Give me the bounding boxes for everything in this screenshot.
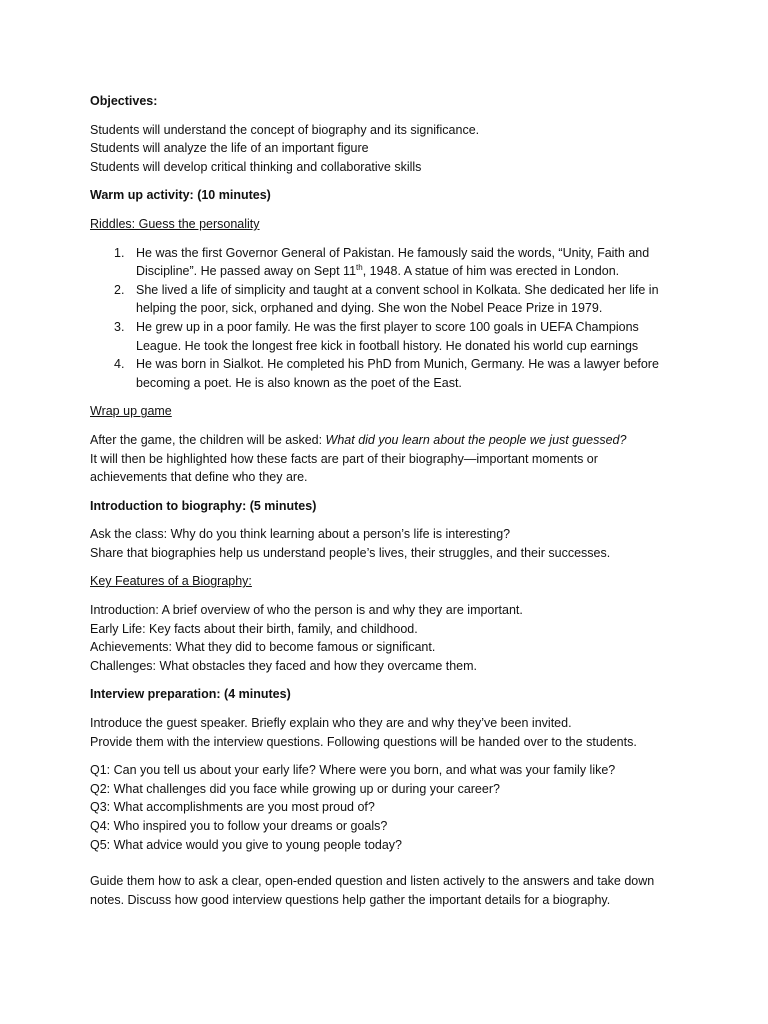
riddle-line xyxy=(136,262,680,281)
riddles-list xyxy=(90,244,680,393)
riddle-line: League. He took the longest free kick in football history. He donated his world cup earnings xyxy=(136,338,639,353)
riddle-text: , 1948. A statue of him was erected in London. xyxy=(362,264,620,279)
question-item: Q2: What challenges did you face while growing up or during your career? xyxy=(90,781,500,796)
riddle-number: 3. xyxy=(114,319,125,334)
riddle-text: Discipline”. He passed away on Sept 11 xyxy=(136,264,357,279)
riddle-line: becoming a poet. He is also known as the poet of the East. xyxy=(136,375,462,390)
interview-intro xyxy=(90,714,680,751)
wrapup-line: achievements that define who they are. xyxy=(90,470,308,485)
feature-item: Achievements: What they did to become famous or significant. xyxy=(90,640,436,655)
warmup-heading: Warm up activity: (10 minutes) xyxy=(90,188,271,203)
objectives-list xyxy=(90,121,680,177)
interview-questions xyxy=(90,761,680,854)
lesson-plan-body xyxy=(90,92,680,909)
riddle-item xyxy=(90,355,680,392)
guide-line: Guide them how to ask a clear, open-ended question and listen actively to the answers and take down xyxy=(90,874,655,889)
question-item: Q3: What accomplishments are you most proud of? xyxy=(90,800,375,815)
wrapup-question: What did you learn about the people we just guessed? xyxy=(325,432,627,447)
riddle-line: He grew up in a poor family. He was the first player to score 100 goals in UEFA Champions xyxy=(136,319,639,334)
question-item: Q4: Who inspired you to follow your dreams or goals? xyxy=(90,819,388,833)
feature-item: Early Life: Key facts about their birth, family, and childhood. xyxy=(90,621,418,636)
interview-guide xyxy=(90,872,680,909)
question-item: Q1: Can you tell us about your early life? Where were you born, and what was your family like? xyxy=(90,763,616,778)
superscript: th xyxy=(356,263,363,272)
riddle-line: He was the first Governor General of Pakistan. He famously said the words, “Unity, Faith and xyxy=(136,245,650,260)
intro-text xyxy=(90,525,680,562)
objective-item: Students will develop critical thinking and collaborative skills xyxy=(90,159,422,174)
riddle-line: She lived a life of simplicity and taught at a convent school in Kolkata. She dedicated her life in xyxy=(136,282,659,297)
riddle-line: helping the poor, sick, orphaned and dying. She won the Nobel Peace Prize in 1979. xyxy=(136,301,603,316)
objective-item: Students will understand the concept of biography and its significance. xyxy=(90,122,480,137)
objective-item: Students will analyze the life of an important figure xyxy=(90,141,369,156)
intro-line: Ask the class: Why do you think learning about a person’s life is interesting? xyxy=(90,527,511,542)
riddle-number: 4. xyxy=(114,357,125,372)
blank-line xyxy=(90,854,680,872)
wrapup-text xyxy=(90,431,680,487)
wrapup-ask-prefix: After the game, the children will be asked: xyxy=(90,432,326,447)
wrapup-line xyxy=(90,431,680,450)
feature-item: Challenges: What obstacles they faced and how they overcame them. xyxy=(90,658,478,673)
interview-line: Introduce the guest speaker. Briefly explain who they are and why they’ve been invited. xyxy=(90,716,572,731)
riddle-item xyxy=(90,244,680,281)
intro-heading: Introduction to biography: (5 minutes) xyxy=(90,498,317,513)
guide-line: notes. Discuss how good interview questions help gather the important details for a biography. xyxy=(90,892,611,907)
riddles-heading: Riddles: Guess the personality xyxy=(90,216,260,231)
riddle-number: 2. xyxy=(114,282,125,297)
riddle-number: 1. xyxy=(114,245,125,260)
riddle-item xyxy=(90,318,680,355)
wrapup-heading: Wrap up game xyxy=(90,404,172,419)
objectives-heading: Objectives: xyxy=(90,94,158,108)
feature-item: Introduction: A brief overview of who the person is and why they are important. xyxy=(90,603,523,618)
wrapup-line: It will then be highlighted how these facts are part of their biography—important moments or xyxy=(90,451,598,466)
intro-line: Share that biographies help us understand people’s lives, their struggles, and their successes. xyxy=(90,545,611,560)
question-item: Q5: What advice would you give to young people today? xyxy=(90,837,403,852)
riddle-line: He was born in Sialkot. He completed his PhD from Munich, Germany. He was a lawyer before xyxy=(136,357,659,372)
features-list xyxy=(90,601,680,675)
riddle-item xyxy=(90,281,680,318)
interview-heading: Interview preparation: (4 minutes) xyxy=(90,687,291,702)
features-heading: Key Features of a Biography: xyxy=(90,574,252,589)
interview-line: Provide them with the interview questions. Following questions will be handed over to the students. xyxy=(90,734,637,749)
